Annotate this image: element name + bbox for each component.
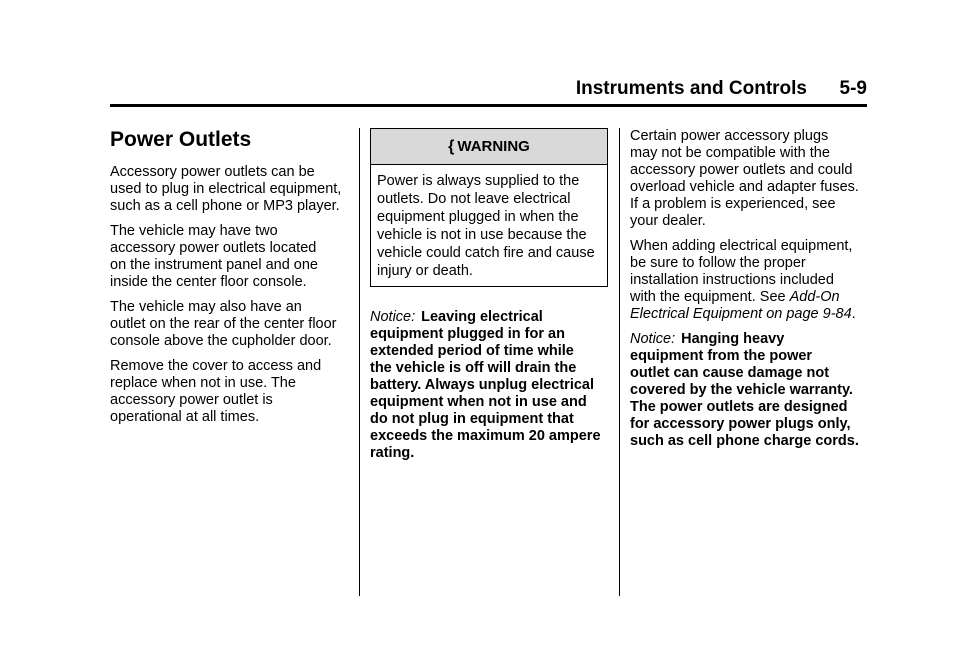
warning-header <box>371 129 607 165</box>
column-2 <box>370 128 608 462</box>
column-divider <box>619 128 620 596</box>
power-outlets-heading: Power Outlets <box>110 128 252 151</box>
notice-text: Hanging heavy equipment from the power outlet can cause damage not covered by the vehicle warranty. The power outlets are designed for accessory power plugs only, such as cell phone charge cords. <box>630 331 859 449</box>
paragraph: Accessory power outlets can be used to plug in electrical equipment, such as a cell phone or MP3 player. <box>110 164 342 214</box>
notice-label: Notice: <box>630 331 676 347</box>
notice-label: Notice: <box>370 309 416 325</box>
paragraph: The vehicle may also have an outlet on the rear of the center floor console above the cupholder door. <box>110 299 337 349</box>
page-header <box>110 76 867 107</box>
notice-block <box>630 331 870 450</box>
paragraph-text: When adding electrical equipment, be sure to follow the proper installation instructions included with the equipment. See <box>630 238 853 305</box>
paragraph <box>630 238 870 323</box>
paragraph-end: . <box>851 306 856 322</box>
cross-reference-link[interactable]: Add-On Electrical Equipment on page 9-84 <box>630 289 852 322</box>
column-3 <box>630 128 870 450</box>
paragraph: The vehicle may have two accessory power outlets located on the instrument panel and one inside the center floor console. <box>110 223 318 290</box>
notice-block <box>370 309 608 462</box>
paragraph: Remove the cover to access and replace when not in use. The accessory power outlet is operational at all times. <box>110 358 322 425</box>
column-divider <box>359 128 360 596</box>
section-title: Instruments and Controls <box>575 78 807 99</box>
warning-title: WARNING <box>457 138 530 155</box>
notice-text: Leaving electrical equipment plugged in for an extended period of time while the vehicle is off will drain the battery. Always unplug electrical equipment when not in use and do not plug in equipment that exceeds the maximum 20 ampere rating. <box>370 309 601 461</box>
column-1 <box>110 128 350 434</box>
warning-icon: { <box>448 138 455 155</box>
warning-box <box>370 128 608 287</box>
warning-text: Power is always supplied to the outlets. Do not leave electrical equipment plugged in when the vehicle is not in use because the vehicle could catch fire and cause injury or death. <box>377 173 595 279</box>
paragraph: Certain power accessory plugs may not be compatible with the accessory power outlets and could overload vehicle and adapter fuses. If a problem is experienced, see your dealer. <box>630 128 859 229</box>
page-number: 5-9 <box>839 78 867 99</box>
